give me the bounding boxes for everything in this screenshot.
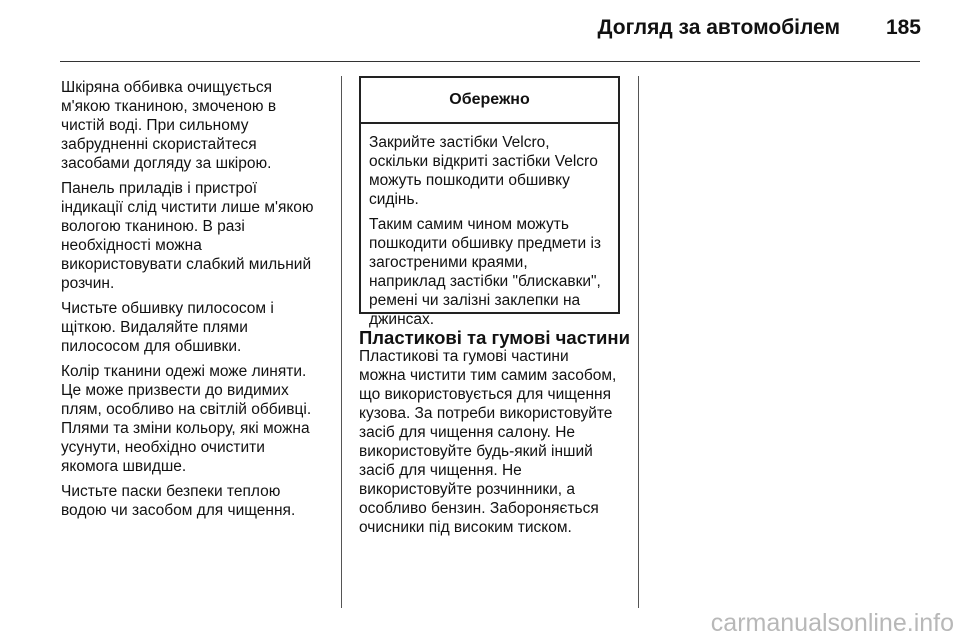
paragraph-dye-transfer: Колір тканини одежі може линяти. Це може призвести до видимих плям, особливо на світлій оббивці. Плями та зміни кольору, які можна усунути, необхідно очистити якомога швидше. xyxy=(61,363,312,475)
column-divider-left xyxy=(341,76,342,608)
paragraph-dashboard: Панель приладів і пристрої індикації слід чистити лише м'якою вологою тканиною. В разі необхідності можна використовувати слабкий мильний розчин. xyxy=(61,180,314,292)
left-column xyxy=(61,78,336,526)
paragraph-plastic-rubber: Пластикові та гумові частини можна чистити тим самим засобом, що використовується для чищення кузова. За потреби використовуйте засіб для чищення салону. Не використовуйте будь-який інший засіб для чищення. Не використовуйте розчинники, а особливо бензин. Забороняється очисники під високим тиском. xyxy=(359,348,617,536)
caution-title: Обережно xyxy=(361,78,618,124)
plastic-section-body xyxy=(359,347,629,543)
paragraph-seat-belts: Чистьте паски безпеки теплою водою чи засобом для чищення. xyxy=(61,483,296,519)
caution-box xyxy=(359,76,620,328)
column-divider-right xyxy=(638,76,639,608)
paragraph-leather: Шкіряна оббивка очищується м'якою тканиною, змоченою в чистій воді. При сильному забрудненні скористайтеся засобами догляду за шкірою. xyxy=(61,79,277,172)
caution-paragraph-velcro: Закрийте застібки Velcro, оскільки відкриті застібки Velcro можуть пошкодити обшивку сидінь. xyxy=(369,134,598,208)
caution-body xyxy=(361,124,618,329)
watermark: carmanualsonline.info xyxy=(710,609,954,637)
header-divider xyxy=(60,61,920,62)
section-heading-plastic-rubber: Пластикові та гумові частини xyxy=(359,327,630,348)
paragraph-vacuum: Чистьте обшивку пилососом і щіткою. Видаляйте плями пилососом для обшивки. xyxy=(61,300,274,355)
page-header-title: Догляд за автомобілем xyxy=(597,16,840,39)
page-number: 185 xyxy=(885,16,921,39)
caution-paragraph-sharp-edges: Таким самим чином можуть пошкодити обшивку предмети із загостреними краями, наприклад застібки "блискавки", ремені чи залізні заклепки на джинсах. xyxy=(369,216,602,328)
